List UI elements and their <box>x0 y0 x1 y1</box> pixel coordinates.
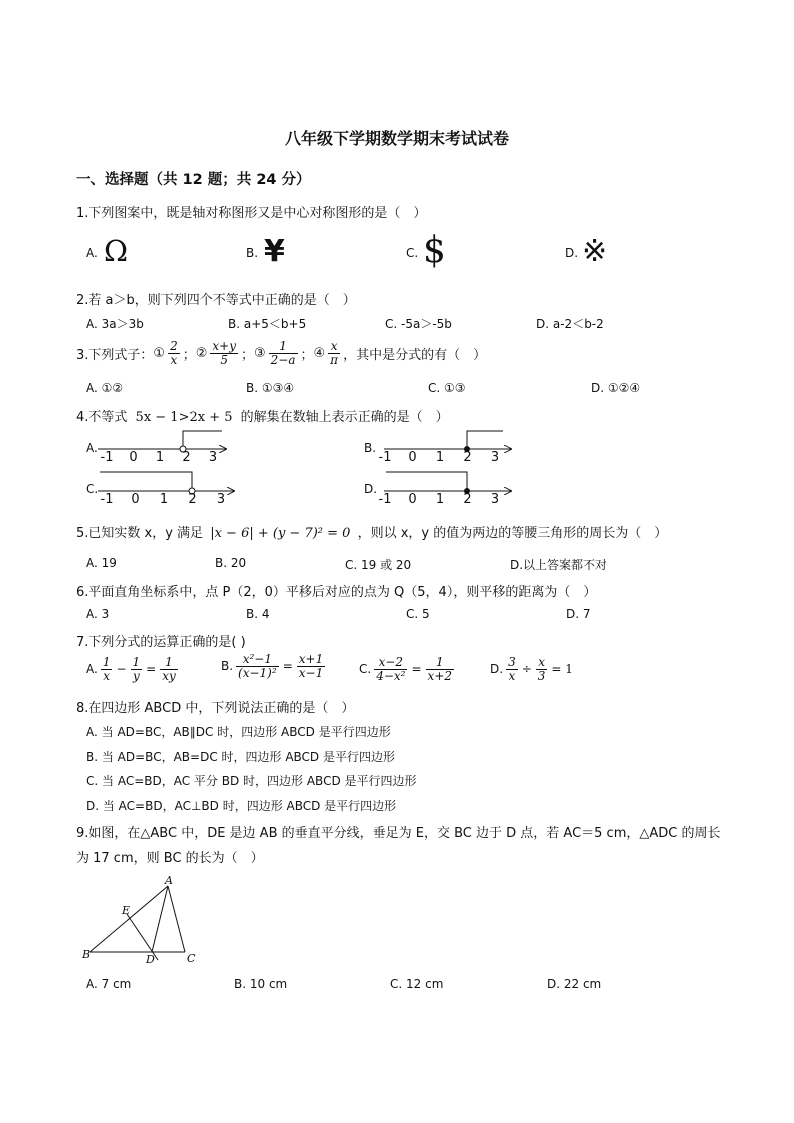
tick-label-a-1: 0 <box>129 450 138 465</box>
tick-label-c-0: -1 <box>100 492 114 507</box>
q3-option-c: C. ①③ <box>428 381 466 395</box>
dollar-symbol: $ <box>423 230 446 271</box>
q6-option-a: A. 3 <box>86 607 110 621</box>
q3-option-d: D. ①②④ <box>591 381 641 395</box>
q3-fraction-4: $\frac{x}{\pi}$ <box>330 339 339 367</box>
q3-fraction-3: $\frac{1}{2-a}$ <box>270 339 296 367</box>
tick-label-c-3: 2 <box>188 492 197 507</box>
q3-mark-2: ② <box>195 345 208 361</box>
q8-option-b: B. 当 AD=BC，AB=DC 时，四边形 ABCD 是平行四边形 <box>86 750 395 764</box>
tick-label-d-1: 0 <box>408 492 417 507</box>
question-6-stem: 6.平面直角坐标系中，点 P（2，0）平移后对应的点为 Q（5，4），则平移的距离为（ ） <box>76 585 597 600</box>
omega-symbol: Ω <box>104 234 129 268</box>
vertex-label-c: C <box>187 952 196 965</box>
page-title: 八年级下学期数学期末考试试卷 <box>284 129 509 148</box>
q5-prefix: 5.已知实数 x，y 满足 <box>76 526 204 541</box>
q8-option-c: C. 当 AC=BD，AC 平分 BD 时，四边形 ABCD 是平行四边形 <box>86 774 417 788</box>
q4-option-a-label: A. <box>86 441 98 455</box>
q7-option-a: A. $\frac{1}{x}$ − $\frac{1}{y}$ = $\frac{1}{xy}$ <box>86 655 176 683</box>
q3-mark-1: ① <box>153 345 166 361</box>
q3-option-a: A. ①② <box>86 381 124 395</box>
section-heading: 一、选择题（共 12 题；共 24 分） <box>76 172 311 188</box>
q9-option-b: B. 10 cm <box>234 977 288 991</box>
q1-option-d-label: D. <box>565 246 579 260</box>
q4-inequality: 5x − 1>2x + 5 <box>135 410 233 425</box>
number-line-c <box>98 472 234 494</box>
q5-equation: |x − 6| + (y − 7)² = 0 <box>210 526 351 541</box>
tick-label-b-0: -1 <box>378 450 392 465</box>
q5-suffix: ，则以 x，y 的值为两边的等腰三角形的周长为（ ） <box>357 526 668 541</box>
q4-option-b-label: B. <box>364 441 377 455</box>
reference-mark-symbol: ※ <box>582 234 608 269</box>
yen-symbol: ¥ <box>264 234 285 269</box>
number-line-d <box>384 472 511 494</box>
q9-option-a: A. 7 cm <box>86 977 132 991</box>
q8-option-d: D. 当 AC=BD，AC⊥BD 时，四边形 ABCD 是平行四边形 <box>86 799 397 813</box>
q5-option-c: C. 19 或 20 <box>345 558 412 572</box>
q9-option-c: C. 12 cm <box>390 977 444 991</box>
tick-label-c-1: 0 <box>131 492 140 507</box>
q2-option-c: C. -5a＞-5b <box>385 317 452 331</box>
q5-option-d: D.以上答案都不对 <box>510 558 608 572</box>
tick-label-a-4: 3 <box>208 450 218 465</box>
q4-option-d-label: D. <box>364 482 378 496</box>
number-line-b <box>384 431 511 452</box>
q7-option-d: D. $\frac{3}{x}$ ÷ $\frac{x}{3}$ = 1 <box>490 655 573 683</box>
question-8-stem: 8.在四边形 ABCD 中，下列说法正确的是（ ） <box>76 701 355 716</box>
triangle-abc-figure <box>90 886 185 960</box>
q2-option-d: D. a-2＜b-2 <box>536 317 604 331</box>
q2-option-b: B. a+5＜b+5 <box>228 317 307 331</box>
tick-label-b-4: 3 <box>490 450 500 465</box>
point-label-d: D <box>146 953 155 966</box>
q8-option-a: A. 当 AD=BC，AB∥DC 时，四边形 ABCD 是平行四边形 <box>86 725 391 739</box>
tick-label-b-1: 0 <box>408 450 417 465</box>
number-line-a <box>98 431 226 452</box>
tick-label-d-3: 2 <box>463 492 472 507</box>
tick-label-c-2: 1 <box>159 492 169 507</box>
q3-sep-3: ； <box>300 347 314 363</box>
q3-option-b: B. ①③④ <box>246 381 295 395</box>
question-7-stem: 7.下列分式的运算正确的是( ) <box>76 635 246 650</box>
q3-suffix: ，其中是分式的有（ ） <box>343 347 487 363</box>
tick-label-a-0: -1 <box>100 450 114 465</box>
q4-suffix: 的解集在数轴上表示正确的是（ ） <box>240 410 449 425</box>
tick-label-b-3: 2 <box>463 450 472 465</box>
q3-mark-3: ③ <box>254 345 266 361</box>
tick-label-c-4: 3 <box>216 492 226 507</box>
q7-option-b: B. $\frac{\text{x²−1}}{\text{(x−1)²}}$ = $\frac{x+1}{x-1}$ <box>221 652 324 680</box>
q7-option-c: C. $\frac{x-2}{\text{4−x²}}$ = $\frac{1}{x+2}$ <box>359 655 453 683</box>
q3-mark-4: ④ <box>313 345 326 361</box>
tick-label-a-3: 2 <box>182 450 191 465</box>
tick-label-a-2: 1 <box>155 450 165 465</box>
q6-option-d: D. 7 <box>566 607 591 621</box>
q5-option-a: A. 19 <box>86 556 117 570</box>
q4-option-c-label: C. <box>86 482 99 496</box>
vertex-label-b: B <box>82 948 91 961</box>
q2-option-a: A. 3a＞3b <box>86 317 144 331</box>
question-1-stem: 1.下列图案中，既是轴对称图形又是中心对称图形的是（ ） <box>76 206 427 221</box>
q1-option-b-label: B. <box>246 246 259 260</box>
tick-label-d-0: -1 <box>378 492 392 507</box>
point-label-e: E <box>122 904 131 917</box>
question-2-stem: 2.若 a＞b，则下列四个不等式中正确的是（ ） <box>76 293 356 308</box>
vertex-label-a: A <box>165 874 173 887</box>
q6-option-b: B. 4 <box>246 607 270 621</box>
q3-fraction-2: $\frac{x+y}{5}$ <box>212 339 236 367</box>
question-9-stem-line-2: 为 17 cm，则 BC 的长为（ ） <box>76 851 264 866</box>
q9-option-d: D. 22 cm <box>547 977 602 991</box>
tick-label-d-4: 3 <box>490 492 500 507</box>
q3-prefix: 3.下列式子： <box>76 347 154 363</box>
q5-option-b: B. 20 <box>215 556 247 570</box>
q6-option-c: C. 5 <box>406 607 430 621</box>
question-5-stem <box>76 522 667 541</box>
tick-label-d-2: 1 <box>435 492 445 507</box>
q1-option-c-label: C. <box>406 246 419 260</box>
q4-prefix: 4.不等式 <box>76 410 128 425</box>
q3-sep-1: ； <box>182 347 196 363</box>
q3-sep-2: ； <box>240 347 254 363</box>
question-9-stem-line-1: 9.如图，在△ABC 中，DE 是边 AB 的垂直平分线，垂足为 E，交 BC 边于 D 点，若 AC＝5 cm，△ADC 的周长 <box>76 826 721 841</box>
tick-label-b-2: 1 <box>435 450 445 465</box>
q3-fraction-1: $\frac{2}{x}$ <box>170 339 178 367</box>
q1-option-a-label: A. <box>86 246 98 260</box>
